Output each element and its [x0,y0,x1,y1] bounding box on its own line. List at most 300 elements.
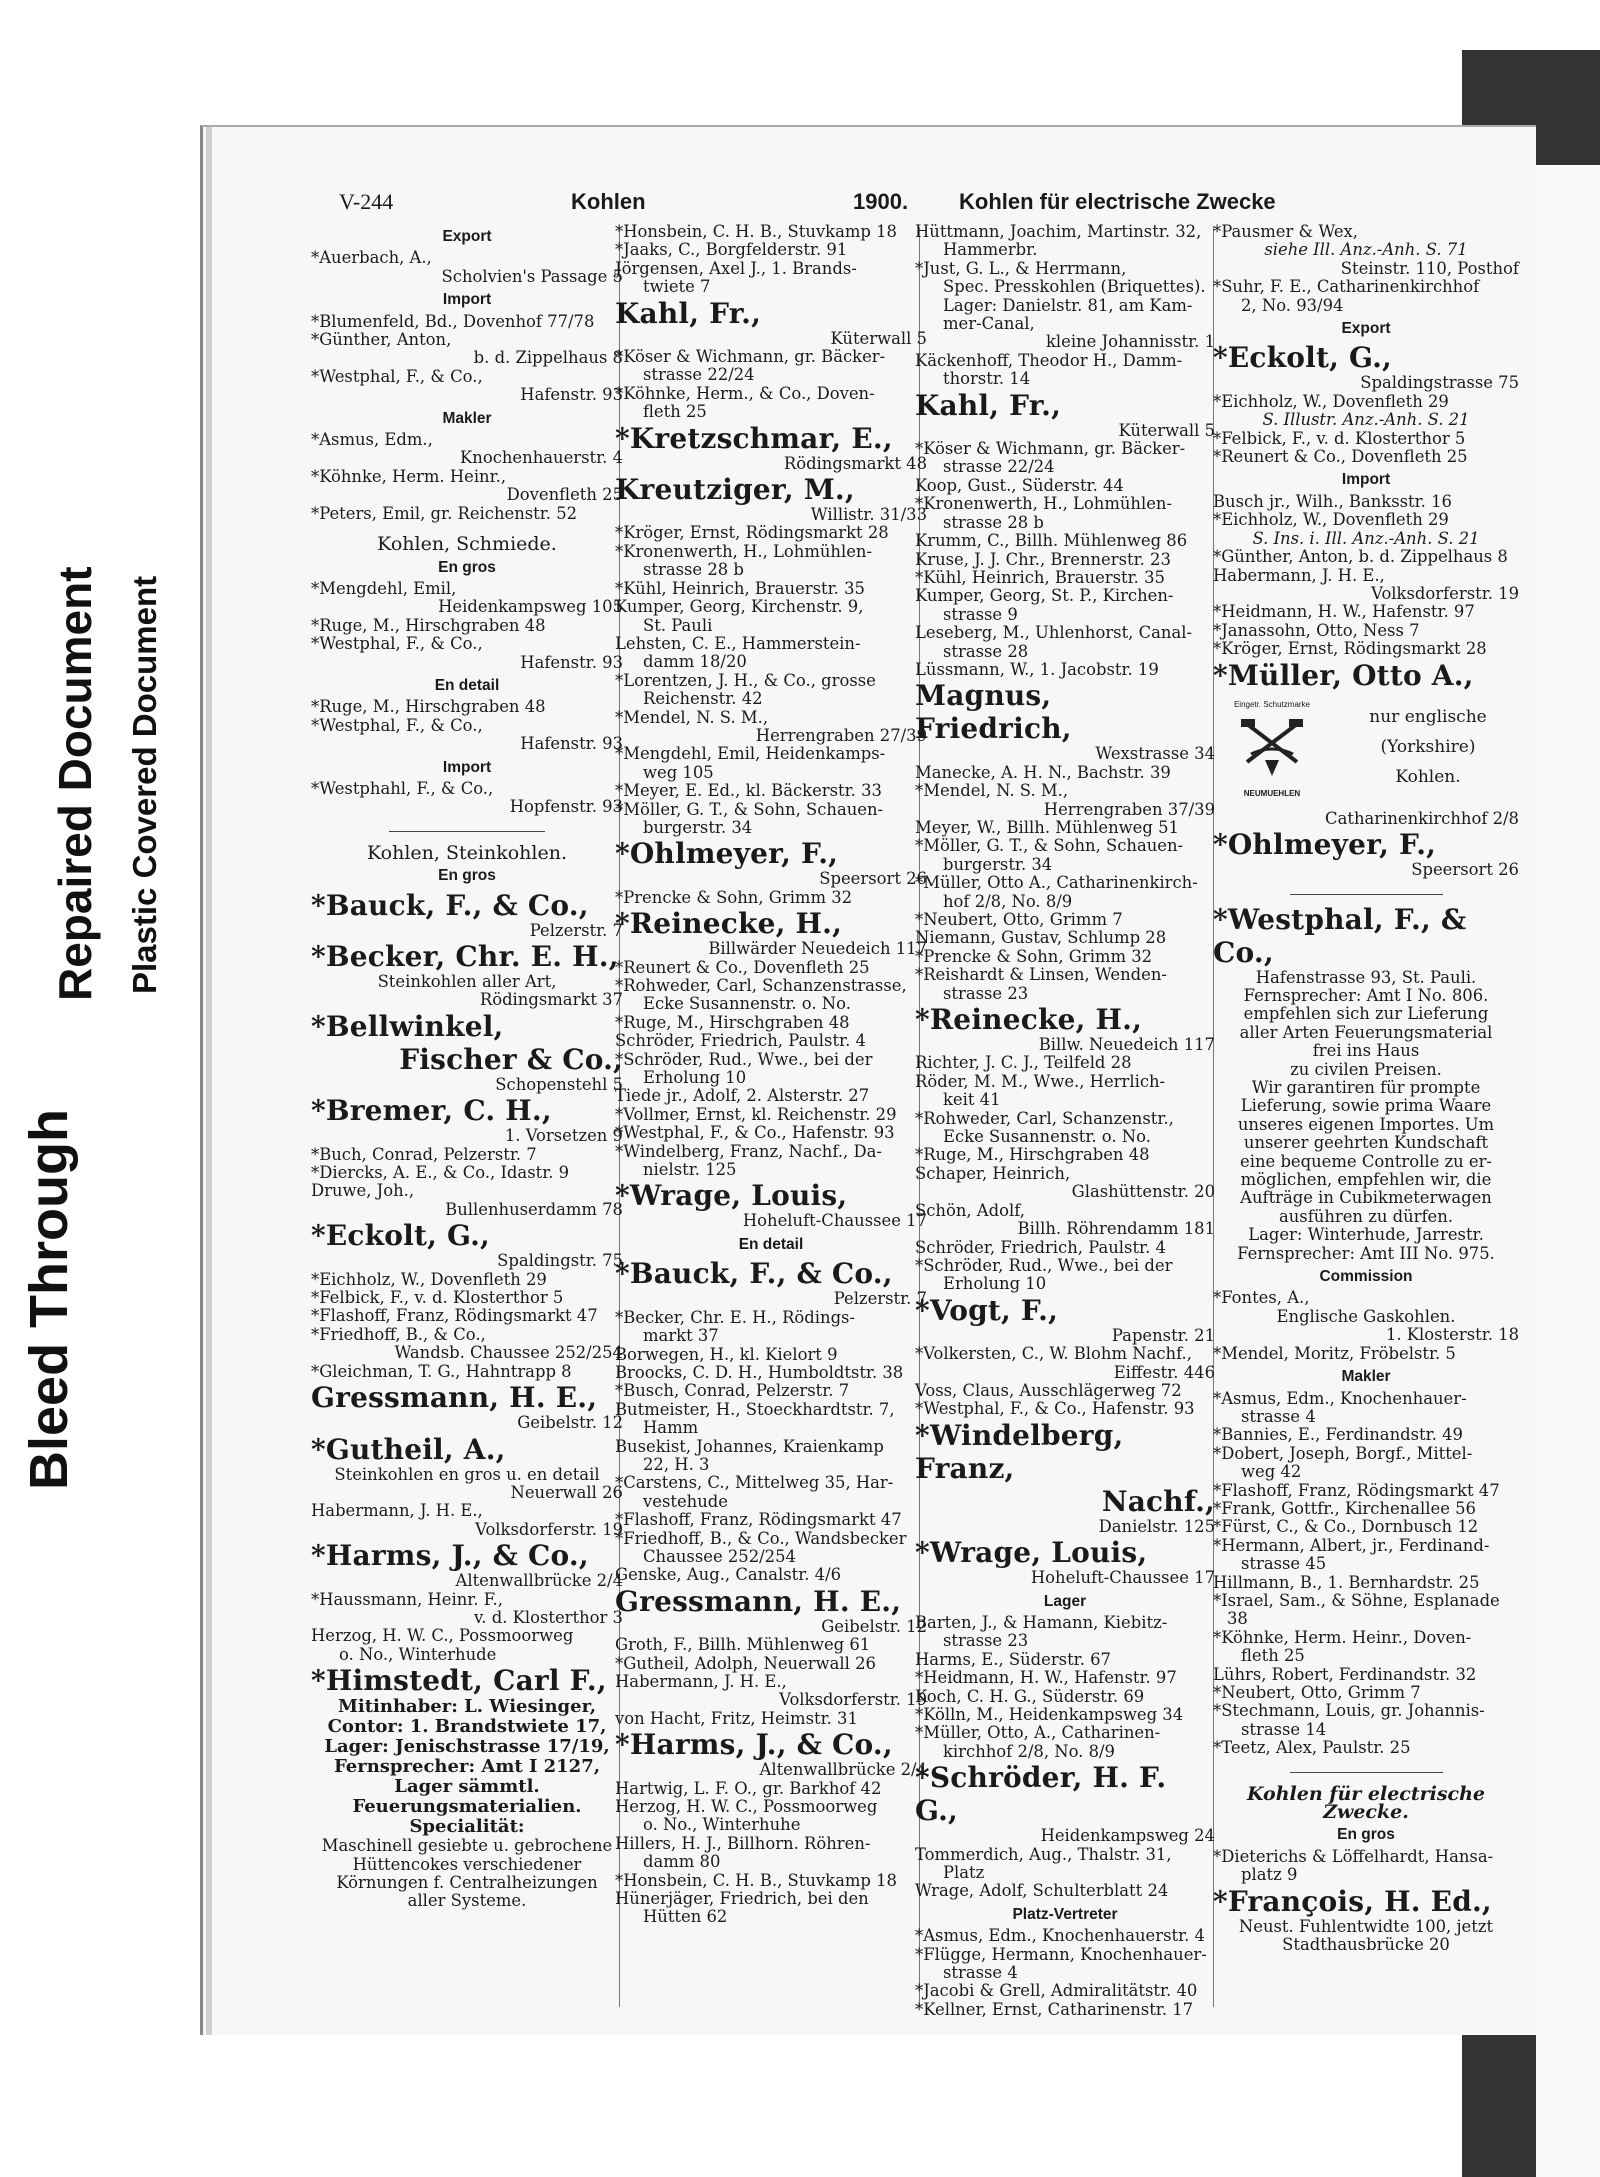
directory-entry: Genske, Aug., Canalstr. 4/6 [615,1565,842,1585]
category-heading: Kohlen, Schmiede. [377,533,557,556]
entry-address: Hoheluft-Chaussee 17 [742,1211,927,1231]
directory-entry: *Kröger, Ernst, Rödingsmarkt 28 [615,523,889,543]
directory-entry: *Ruge, M., Hirschgraben 48 [311,615,546,635]
section-subheading: En detail [434,676,500,694]
entry-continuation: Hütten 62 [643,1907,728,1927]
directory-entry: *Möller, G. T., & Sohn, Schauen- [915,836,1184,856]
directory-entry: *Auerbach, A., [311,248,432,268]
directory-entry: Lüssmann, W., 1. Jacobstr. 19 [915,659,1159,679]
directory-entry: *Prencke & Sohn, Grimm 32 [915,946,1153,966]
section-subheading: Import [1341,471,1391,489]
directory-entry: *Haussmann, Heinr. F., [311,1589,503,1609]
directory-entry: *Honsbein, C. H. B., Stuvkamp 18 [615,222,897,241]
entry-continuation: hof 2/8, No. 8/9 [943,891,1073,911]
section-subheading: Export [1341,320,1391,338]
directory-entry: *Flashoff, Franz, Rödingsmarkt 47 [311,1306,598,1326]
entry-continuation: Erholung 10 [943,1274,1047,1294]
directory-entry: Herzog, H. W. C., Possmoorweg [615,1797,878,1817]
directory-entry: Krumm, C., Billh. Mühlenweg 86 [915,531,1188,551]
directory-entry: *Westphal, F., & Co., [311,366,483,386]
section-subheading: Export [442,228,492,245]
directory-entry: *Blumenfeld, Bd., Dovenhof 77/78 [311,311,595,331]
featured-entry-name: *Himstedt, Carl F., [311,1664,607,1698]
directory-entry: *Reishardt & Linsen, Wenden- [915,965,1167,985]
directory-entry: *Müller, Otto A., Catharinenkirch- [915,873,1198,893]
header-right-title: Kohlen für electrische Zwecke [959,189,1276,214]
entry-continuation: strasse 45 [1241,1554,1327,1574]
directory-entry: *Asmus, Edm., Knochenhauer- [1213,1388,1467,1408]
directory-entry: Schröder, Friedrich, Paulstr. 4 [615,1031,866,1051]
trademark-text [1337,696,1519,804]
featured-entry-name: *Vogt, F., [915,1293,1059,1327]
directory-entry: *Meyer, E. Ed., kl. Bäckerstr. 33 [615,781,882,801]
entry-continuation: Reichenstr. 42 [643,689,763,709]
entry-continuation: 2, No. 93/94 [1241,295,1344,315]
entry-note: Wir garantiren für prompte [1251,1078,1481,1097]
directory-entry: *Kronenwerth, H., Lohmühlen- [915,494,1173,514]
entry-continuation: weg 105 [643,762,714,782]
directory-entry: Borwegen, H., kl. Kielort 9 [615,1344,838,1364]
entry-address: Speersort 26 [1411,860,1519,880]
category-heading: Kohlen für electrische Zwecke. [1246,1782,1486,1824]
trademark-word: NEUMUEHLEN [1243,789,1301,799]
entry-continuation: fleth 25 [1241,1646,1305,1666]
entry-address: Bullenhuserdamm 78 [445,1199,623,1219]
directory-entry: *Dieterichs & Löffelhardt, Hansa- [1213,1846,1494,1866]
directory-entry: Meyer, W., Billh. Mühlenweg 51 [915,817,1179,837]
featured-entry-name: *Windelberg, Franz, [915,1418,1124,1485]
entry-note: Lieferung, sowie prima Waare [1240,1096,1492,1116]
entry-note: ausführen zu dürfen. [1278,1206,1454,1226]
entry-address: Schopenstehl 5 [495,1074,623,1094]
directory-entry: Schaper, Heinrich, [915,1163,1071,1183]
directory-entry: *Diercks, A. E., & Co., Idastr. 9 [311,1163,570,1183]
directory-entry: Niemann, Gustav, Schlump 28 [915,928,1167,948]
directory-entry: *Köser & Wichmann, gr. Bäcker- [615,347,886,367]
entry-address: Volksdorferstr. 19 [1371,583,1519,603]
directory-entry: *Möller, G. T., & Sohn, Schauen- [615,799,884,819]
directory-entry: Hünerjäger, Friedrich, bei den [615,1889,869,1909]
entry-continuation: St. Pauli [643,615,713,635]
directory-entry: *Westphal, F., & Co., [311,715,483,735]
directory-entry: *Dobert, Joseph, Borgf., Mittel- [1213,1443,1473,1463]
featured-entry-name: *Harms, J., & Co., [615,1728,893,1762]
featured-entry-name: *Eckolt, G., [311,1219,490,1253]
entry-continuation: fleth 25 [643,402,707,422]
directory-entry: Lührs, Robert, Ferdinandstr. 32 [1213,1664,1477,1684]
annotation-plastic-covered: Plastic Covered Document [126,575,163,994]
directory-entry: *Kölln, M., Heidenkampsweg 34 [915,1705,1184,1724]
directory-entry: *Eichholz, W., Dovenfleth 29 [311,1269,547,1289]
entry-continuation: vestehude [643,1491,728,1511]
directory-entry: Butmeister, H., Stoeckhardtstr. 7, [615,1399,895,1419]
directory-entry: *Köhnke, Herm. Heinr., [311,466,507,486]
directory-entry: *Westphal, F., & Co., [311,634,483,654]
entry-continuation: thorstr. 14 [943,369,1031,389]
directory-entry: Hillmann, B., 1. Bernhardstr. 25 [1213,1572,1480,1592]
entry-address: Altenwallbrücke 2/4 [455,1571,623,1591]
entry-note: Steinkohlen aller Art, [377,972,557,991]
entry-note: unserer geehrten Kundschaft [1243,1133,1489,1153]
section-subheading: Import [442,291,492,309]
directory-entry: *Stechmann, Louis, gr. Johannis- [1213,1701,1485,1721]
section-subheading: En detail [738,1235,804,1253]
directory-entry: *Asmus, Edm., Knochenhauerstr. 4 [915,1926,1205,1946]
directory-entry: Käckenhoff, Theodor H., Damm- [915,350,1183,370]
adjacent-page-strip [1536,165,1600,2177]
directory-entry: *Eichholz, W., Dovenfleth 29 [1213,391,1449,411]
directory-entry: Hillers, H. J., Billhorn. Röhren- [615,1833,871,1853]
directory-entry: *Reunert & Co., Dovenfleth 25 [615,957,870,977]
directory-entry: *Reunert & Co., Dovenfleth 25 [1213,447,1468,467]
entry-note: empfehlen sich zur Lieferung [1243,1004,1489,1024]
featured-entry-name: Fischer & Co., [399,1042,623,1076]
entry-continuation: 22, H. 3 [643,1454,710,1474]
entry-continuation: Spec. Presskohlen (Briquettes). [943,277,1206,297]
directory-entry: Schröder, Friedrich, Paulstr. 4 [915,1237,1166,1257]
featured-entry-name: *Bellwinkel, [311,1009,504,1043]
entry-address: 1. Klosterstr. 18 [1385,1325,1519,1345]
directory-entry: *Westphahl, F., & Co., [311,778,494,798]
entry-continuation: mer-Canal, [943,314,1035,334]
featured-entry-name: *Bauck, F., & Co., [311,888,589,922]
entry-note: Maschinell gesiebte u. gebrochene [321,1836,613,1856]
entry-reference: S. Ins. i. Ill. Anz.-Anh. S. 21 [1252,528,1480,548]
directory-entry: *Teetz, Alex, Paulstr. 25 [1213,1738,1411,1758]
directory-entry: *Rohweder, Carl, Schanzenstrasse, [615,976,907,995]
entry-address: Geibelstr. 12 [821,1616,927,1636]
entry-continuation: strasse 28 [943,641,1029,661]
trademark-line2: (Yorkshire) [1380,736,1476,757]
directory-entry: Leseberg, M., Uhlenhorst, Canal- [915,623,1193,643]
directory-entry: *Kronenwerth, H., Lohmühlen- [615,541,873,561]
entry-continuation: strasse 9 [943,604,1018,624]
directory-entry: *Hermann, Albert, jr., Ferdinand- [1213,1535,1490,1555]
featured-entry-name: *Bauck, F., & Co., [615,1257,893,1291]
directory-entry: *Friedhoff, B., & Co., [311,1324,486,1344]
entry-note: Neust. Fuhlentwidte 100, jetzt [1238,1916,1494,1936]
entry-continuation: burgerstr. 34 [643,817,753,837]
directory-entry: *Mendel, N. S. M., [915,781,1069,801]
page-number: V-244 [339,189,394,214]
directory-entry: *Gutheil, Adolph, Neuerwall 26 [615,1653,876,1673]
featured-entry-name: Kahl, Fr., [615,296,762,330]
directory-entry: Lehsten, C. E., Hammerstein- [615,633,861,653]
directory-entry: Röder, M. M., Wwe., Herrlich- [915,1071,1166,1091]
directory-entry: *Schröder, Rud., Wwe., bei der [915,1255,1173,1275]
entry-continuation: platz 9 [1241,1865,1298,1885]
entry-continuation: strasse 28 b [943,512,1044,532]
entry-continuation: strasse 14 [1241,1719,1327,1739]
directory-entry: *Israel, Sam., & Söhne, Esplanade 38 [1213,1590,1500,1629]
entry-note: Steinkohlen en gros u. en detail [334,1464,600,1484]
directory-entry: *Vollmer, Ernst, kl. Reichenstr. 29 [615,1104,897,1124]
entry-address: Danielstr. 125 [1098,1516,1215,1536]
directory-entry: *Köhnke, Herm., & Co., Doven- [615,383,875,403]
entry-address: Geibelstr. 12 [517,1413,623,1433]
trademark-caption: Eingetr. Schutzmarke [1233,699,1311,709]
entry-address: Küterwall 5 [830,328,927,348]
directory-entry: Manecke, A. H. N., Bachstr. 39 [915,762,1171,782]
directory-entry: *Jaaks, C., Borgfelderstr. 91 [615,240,848,260]
entry-continuation: Ecke Susannenstr. o. No. [943,1127,1151,1147]
directory-entry: *Köhnke, Herm. Heinr., Doven- [1213,1627,1472,1647]
page-header [339,189,1529,223]
entry-address: kleine Johannisstr. 1 [1046,332,1215,352]
advertisement-line: Lager: Jenischstrasse 17/19, [324,1736,610,1758]
entry-continuation: strasse 4 [1241,1406,1316,1426]
directory-entry: *Fürst, C., & Co., Dornbusch 12 [1213,1517,1479,1537]
featured-entry-name: Gressmann, H. E., [615,1584,902,1618]
entry-address: Willistr. 31/33 [810,505,927,525]
directory-entry: *Rohweder, Carl, Schanzenstr., [915,1108,1174,1128]
featured-entry-name: *Harms, J., & Co., [311,1539,589,1573]
trademark-line3: Kohlen. [1395,766,1461,787]
entry-continuation: o. No., Winterhuhe [643,1815,801,1835]
directory-entry: *Windelberg, Franz, Nachf., Da- [615,1141,882,1161]
directory-entry: *Kröger, Ernst, Rödingsmarkt 28 [1213,639,1487,659]
directory-entry: *Volkersten, C., W. Blohm Nachf., [915,1344,1192,1364]
entry-continuation: Erholung 10 [643,1068,747,1088]
section-subheading: En gros [438,867,496,885]
directory-entry: *Honsbein, C. H. B., Stuvkamp 18 [615,1870,897,1890]
entry-note: frei ins Haus [1312,1041,1420,1061]
directory-entry: Broocks, C. D. H., Humboldtstr. 38 [615,1362,904,1382]
directory-entry: Hartwig, L. F. O., gr. Barkhof 42 [615,1778,882,1798]
entry-address: Rödingsmarkt 37 [479,990,623,1010]
featured-entry-name: *Westphal, F., & Co., [1213,902,1467,969]
entry-continuation: kirchhof 2/8, No. 8/9 [943,1741,1115,1761]
entry-address: Hopfenstr. 93 [509,797,623,817]
directory-entry: *Günther, Anton, b. d. Zippelhaus 8 [1213,547,1508,567]
section-rule [389,831,545,832]
directory-entry: *Ruge, M., Hirschgraben 48 [311,697,546,717]
directory-entry: *Pausmer & Wex, [1213,222,1358,241]
entry-address: Billh. Röhrendamm 181 [1017,1219,1215,1239]
featured-entry-name: *Eckolt, G., [1213,341,1392,375]
entry-note: Fernsprecher: Amt III No. 975. [1237,1243,1495,1263]
entry-continuation: Ecke Susannenstr. o. No. [643,994,851,1014]
directory-entry: *Fontes, A., [1213,1288,1310,1308]
featured-entry-name: *Wrage, Louis, [915,1536,1148,1570]
entry-note: Stadthausbrücke 20 [1282,1935,1450,1955]
entry-note: Englische Gaskohlen. [1276,1306,1456,1326]
directory-entry: *Lorentzen, J. H., & Co., grosse [615,670,876,690]
section-subheading: Platz-Vertreter [1012,1905,1118,1923]
section-rule [1290,894,1443,895]
column-4 [1213,223,1519,1954]
featured-entry-name: *Kretzschmar, E., [615,421,893,455]
entry-address: Billw. Neuedeich 117 [1038,1035,1215,1055]
entry-address: Volksdorferstr. 19 [475,1519,623,1539]
entry-continuation: nielstr. 125 [643,1160,737,1180]
entry-address: Hoheluft-Chaussee 17 [1030,1568,1215,1588]
entry-note: eine bequeme Controlle zu er- [1240,1151,1492,1171]
column-3 [915,223,1215,2019]
entry-continuation: twiete 7 [643,277,711,297]
featured-entry-name: Kreutziger, M., [615,473,855,507]
entry-continuation: strasse 22/24 [943,457,1055,477]
directory-entry: *Flügge, Hermann, Knochenhauer- [915,1944,1207,1964]
directory-entry: *Janassohn, Otto, Ness 7 [1213,620,1420,640]
entry-continuation: Platz [943,1863,985,1883]
featured-entry-name: Magnus, Friedrich, [915,679,1072,746]
directory-entry: Kumper, Georg, St. P., Kirchen- [915,586,1174,606]
header-left-title: Kohlen [571,189,646,214]
column-1 [311,223,623,1911]
advertisement-line: Fernsprecher: Amt I 2127, [333,1756,600,1778]
entry-address: Heidenkampsweg 24 [1040,1826,1215,1846]
directory-entry: *Felbick, F., v. d. Klosterthor 5 [311,1288,564,1308]
entry-address: Knochenhauerstr. 4 [460,448,623,468]
entry-address: Pelzerstr. 7 [833,1289,927,1309]
entry-address: Steinstr. 110, Posthof [1340,258,1519,278]
featured-entry-name: *Becker, Chr. E. H., [311,940,619,973]
featured-entry-name: *François, H. Ed., [1213,1884,1492,1918]
entry-continuation: strasse 22/24 [643,365,755,385]
featured-entry-name: Gressmann, H. E., [311,1381,598,1415]
directory-entry: *Peters, Emil, gr. Reichenstr. 52 [311,503,578,523]
entry-address: b. d. Zippelhaus 8 [473,348,623,368]
entry-address: Hafenstr. 93 [520,734,623,754]
directory-entry: *Ruge, M., Hirschgraben 48 [915,1145,1150,1165]
entry-address: Speersort 26 [819,869,927,889]
entry-address: Dovenfleth 25 [506,485,623,505]
directory-entry: Koop, Gust., Süderstr. 44 [915,475,1124,495]
directory-entry: *Bannies, E., Ferdinandstr. 49 [1213,1425,1463,1445]
entry-address: Küterwall 5 [1118,420,1215,440]
trademark-line1: nur englische [1369,706,1487,727]
entry-continuation: Hamm [643,1418,699,1438]
section-rule [1290,1772,1443,1773]
directory-entry: *Neubert, Otto, Grimm 7 [1213,1683,1421,1702]
directory-entry: *Gleichman, T. G., Hahntrapp 8 [311,1361,572,1381]
entry-address: Glashüttenstr. 20 [1071,1182,1215,1202]
entry-note: aller Arten Feuerungsmaterial [1239,1022,1493,1042]
directory-entry: *Busch, Conrad, Pelzerstr. 7 [615,1381,850,1401]
directory-entry: *Eichholz, W., Dovenfleth 29 [1213,510,1449,530]
entry-note: aller Systeme. [407,1891,527,1911]
entry-continuation: strasse 23 [943,1631,1029,1651]
directory-entry: Busch jr., Wilh., Banksstr. 16 [1213,491,1452,511]
directory-entry: *Günther, Anton, [311,330,452,350]
section-subheading: Lager [1043,1592,1087,1610]
advertisement-line: Feuerungsmaterialien. [352,1796,582,1818]
directory-entry: *Flashoff, Franz, Rödingsmarkt 47 [615,1510,902,1530]
entry-reference: S. Illustr. Anz.-Anh. S. 21 [1262,410,1470,430]
entry-continuation: Lager: Danielstr. 81, am Kam- [943,295,1193,315]
directory-entry: *Köser & Wichmann, gr. Bäcker- [915,439,1186,459]
entry-continuation: o. No., Winterhude [339,1644,497,1664]
entry-continuation: strasse 23 [943,983,1029,1003]
column-2 [615,223,927,1927]
directory-entry: *Mendel, N. S. M., [615,707,769,727]
annotation-bleed-through: Bleed Through [19,1109,79,1490]
directory-entry: *Kellner, Ernst, Catharinenstr. 17 [915,1999,1194,2019]
entry-reference: siehe Ill. Anz.-Anh. S. 71 [1264,240,1468,260]
entry-address: Catharinenkirchhof 2/8 [1325,808,1519,828]
directory-entry: *Suhr, F. E., Catharinenkirchhof [1213,277,1480,297]
directory-entry: *Jacobi & Grell, Admiralitätstr. 40 [915,1981,1198,2001]
featured-entry-name: *Gutheil, A., [311,1432,506,1466]
directory-entry: Voss, Claus, Ausschlägerweg 72 [915,1380,1182,1400]
entry-continuation: Hammerbr. [943,240,1038,260]
featured-entry-name: *Bremer, C. H., [311,1094,552,1128]
directory-entry: *Ruge, M., Hirschgraben 48 [615,1012,850,1032]
directory-entry: Jörgensen, Axel J., 1. Brands- [615,258,857,278]
section-subheading: En gros [438,558,496,576]
directory-entry: *Neubert, Otto, Grimm 7 [915,910,1123,929]
directory-entry: Groth, F., Billh. Mühlenweg 61 [615,1635,871,1655]
directory-entry: Harms, E., Süderstr. 67 [915,1649,1111,1669]
directory-entry: Wrage, Adolf, Schulterblatt 24 [915,1881,1169,1901]
directory-entry: Koch, C. H. G., Süderstr. 69 [915,1686,1145,1706]
entry-address: Hafenstr. 93 [520,385,623,405]
entry-address: Spaldingstrasse 75 [1360,373,1519,393]
entry-note: unseres eigenen Importes. Um [1237,1114,1495,1134]
trademark-block [1213,696,1519,804]
entry-address: Altenwallbrücke 2/4 [759,1760,927,1780]
section-subheading: En gros [1337,1826,1395,1844]
section-subheading: Commission [1319,1268,1413,1286]
entry-address: Scholvien's Passage 5 [441,266,623,286]
entry-address: Spaldingstr. 75 [497,1251,623,1271]
entry-continuation: damm 80 [643,1852,721,1872]
directory-entry: Schön, Adolf, [915,1200,1025,1220]
directory-entry: *Schröder, Rud., Wwe., bei der [615,1049,873,1069]
directory-entry: *Mengdehl, Emil, [311,578,457,598]
entry-continuation: strasse 4 [943,1963,1018,1983]
entry-note: Aufträge in Cubikmeterwagen [1240,1188,1492,1208]
entry-note: Lager: Winterhude, Jarrestr. [1248,1225,1484,1245]
directory-entry: *Mendel, Moritz, Fröbelstr. 5 [1213,1343,1456,1363]
featured-entry-name: *Reinecke, H., [915,1003,1143,1037]
directory-entry: *Kühl, Heinrich, Brauerstr. 35 [915,567,1165,587]
directory-entry: Habermann, J. H. E., [615,1672,787,1691]
entry-continuation: weg 42 [1241,1462,1302,1482]
entry-continuation: strasse 28 b [643,560,744,580]
directory-page [200,125,1536,2035]
directory-entry: *Just, G. L., & Herrmann, [915,258,1127,278]
entry-address: 1. Vorsetzen 9 [504,1126,623,1146]
entry-continuation: keit 41 [943,1090,1001,1110]
entry-address: Volksdorferstr. 19 [779,1690,927,1710]
entry-note: Hüttencokes verschiedener [352,1854,582,1874]
directory-entry: *Asmus, Edm., [311,430,433,450]
directory-entry: *Mengdehl, Emil, Heidenkamps- [615,744,886,764]
entry-address: Billwärder Neuedeich 117 [708,939,927,959]
advertisement-line: Specialität: [409,1816,525,1838]
advertisement-line: Contor: 1. Brandstwiete 17, [327,1716,607,1738]
crossed-hammers-icon [1237,714,1307,778]
directory-entry: *Westphal, F., & Co., Hafenstr. 93 [615,1123,895,1143]
advertisement-line: Lager sämmtl. [394,1776,540,1798]
directory-entry: Herzog, H. W. C., Possmoorweg [311,1626,574,1646]
entry-continuation: markt 37 [643,1326,719,1346]
directory-entry: *Prencke & Sohn, Grimm 32 [615,887,853,907]
annotation-repaired-document: Repaired Document [49,566,101,1001]
entry-address: Neuerwall 26 [510,1482,623,1502]
directory-entry: Tommerdich, Aug., Thalstr. 31, [915,1844,1172,1864]
section-subheading: Makler [1341,1368,1391,1386]
directory-entry: von Hacht, Fritz, Heimstr. 31 [615,1708,858,1728]
entry-address: Heidenkampsweg 105 [438,597,623,617]
advertisement-line: Mitinhaber: L. Wiesinger, [337,1696,597,1718]
directory-entry: Kruse, J. J. Chr., Brennerstr. 23 [915,549,1171,569]
directory-entry: *Becker, Chr. E. H., Rödings- [615,1307,856,1327]
directory-entry: *Carstens, C., Mittelweg 35, Har- [615,1473,894,1493]
entry-address: Papenstr. 21 [1111,1325,1215,1345]
